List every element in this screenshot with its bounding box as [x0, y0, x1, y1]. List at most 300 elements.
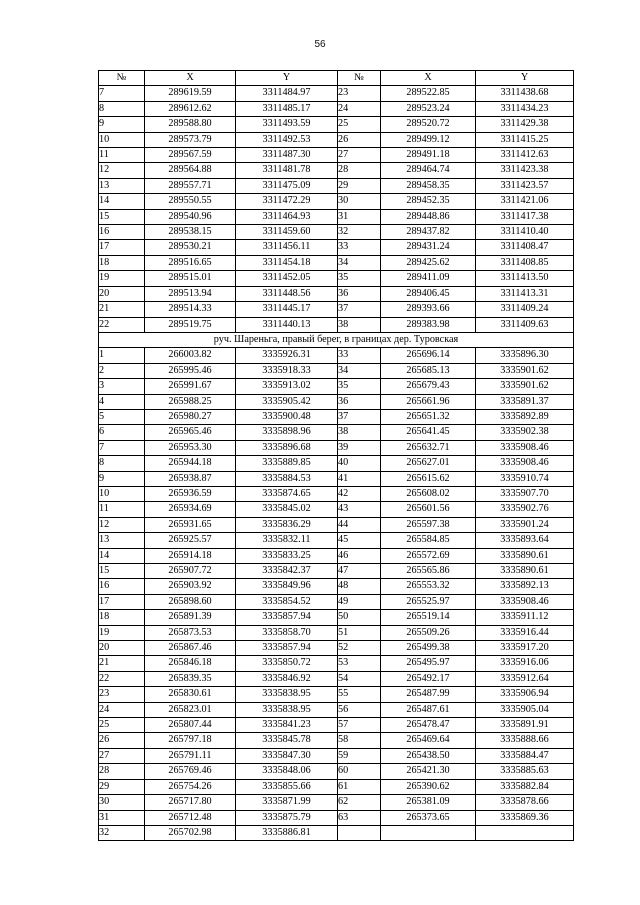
point-number-cell: 21	[99, 302, 145, 317]
y-coordinate-cell: 3335892.89	[476, 409, 574, 424]
point-number-cell: 34	[338, 255, 381, 270]
x-coordinate-cell: 289573.79	[145, 132, 236, 147]
x-coordinate-cell: 265846.18	[145, 656, 236, 671]
x-coordinate-cell: 289519.75	[145, 317, 236, 332]
x-coordinate-cell: 265891.39	[145, 610, 236, 625]
y-coordinate-cell: 3335902.38	[476, 425, 574, 440]
x-coordinate-cell: 289406.45	[381, 286, 476, 301]
x-coordinate-cell: 265679.43	[381, 379, 476, 394]
point-number-cell: 49	[338, 594, 381, 609]
y-coordinate-cell: 3335854.52	[236, 594, 338, 609]
x-coordinate-cell: 265867.46	[145, 641, 236, 656]
x-coordinate-cell: 265830.61	[145, 687, 236, 702]
point-number-cell: 15	[99, 564, 145, 579]
y-coordinate-cell: 3335901.62	[476, 363, 574, 378]
table-row	[99, 764, 574, 779]
x-coordinate-cell: 289612.62	[145, 101, 236, 116]
header-number: №	[338, 71, 381, 86]
y-coordinate-cell: 3335891.91	[476, 718, 574, 733]
y-coordinate-cell: 3335916.06	[476, 656, 574, 671]
table-row	[99, 810, 574, 825]
point-number-cell: 10	[99, 132, 145, 147]
point-number-cell: 55	[338, 687, 381, 702]
point-number-cell: 51	[338, 625, 381, 640]
x-coordinate-cell: 289523.24	[381, 101, 476, 116]
y-coordinate-cell: 3311459.60	[236, 225, 338, 240]
table-row	[99, 209, 574, 224]
x-coordinate-cell: 265931.65	[145, 517, 236, 532]
table-row	[99, 163, 574, 178]
x-coordinate-cell: 265903.92	[145, 579, 236, 594]
point-number-cell: 48	[338, 579, 381, 594]
y-coordinate-cell: 3335901.62	[476, 379, 574, 394]
x-coordinate-cell: 289448.86	[381, 209, 476, 224]
point-number-cell: 38	[338, 317, 381, 332]
y-coordinate-cell: 3335896.30	[476, 348, 574, 363]
x-coordinate-cell: 265565.86	[381, 564, 476, 579]
x-coordinate-cell: 265934.69	[145, 502, 236, 517]
x-coordinate-cell: 265995.46	[145, 363, 236, 378]
x-coordinate-cell: 265487.99	[381, 687, 476, 702]
x-coordinate-cell: 289522.85	[381, 86, 476, 101]
y-coordinate-cell: 3335901.24	[476, 517, 574, 532]
point-number-cell: 18	[99, 610, 145, 625]
x-coordinate-cell: 265873.53	[145, 625, 236, 640]
table-row	[99, 117, 574, 132]
x-coordinate-cell: 289431.24	[381, 240, 476, 255]
point-number-cell: 37	[338, 409, 381, 424]
table-row	[99, 687, 574, 702]
x-coordinate-cell: 265495.97	[381, 656, 476, 671]
point-number-cell: 12	[99, 517, 145, 532]
section-block	[99, 332, 574, 347]
point-number-cell: 47	[338, 564, 381, 579]
point-number-cell: 18	[99, 255, 145, 270]
y-coordinate-cell: 3335858.70	[236, 625, 338, 640]
x-coordinate-cell: 265651.32	[381, 409, 476, 424]
section-caption: руч. Шареньга, правый берег, в границах дер. Туровская	[99, 332, 574, 347]
y-coordinate-cell: 3335847.30	[236, 748, 338, 763]
y-coordinate-cell: 3335878.66	[476, 795, 574, 810]
point-number-cell: 52	[338, 641, 381, 656]
point-number-cell: 27	[338, 148, 381, 163]
point-number-cell: 17	[99, 594, 145, 609]
point-number-cell: 7	[99, 86, 145, 101]
y-coordinate-cell: 3335874.65	[236, 486, 338, 501]
table-row	[99, 255, 574, 270]
y-coordinate-cell: 3335848.06	[236, 764, 338, 779]
x-coordinate-cell: 265696.14	[381, 348, 476, 363]
y-coordinate-cell: 3335891.37	[476, 394, 574, 409]
y-coordinate-cell: 3335838.95	[236, 687, 338, 702]
x-coordinate-cell: 265717.80	[145, 795, 236, 810]
point-number-cell: 12	[99, 163, 145, 178]
x-coordinate-cell: 265965.46	[145, 425, 236, 440]
y-coordinate-cell: 3311434.23	[476, 101, 574, 116]
y-coordinate-cell: 3311464.93	[236, 209, 338, 224]
x-coordinate-cell: 265938.87	[145, 471, 236, 486]
point-number-cell: 30	[338, 194, 381, 209]
y-coordinate-cell: 3335907.70	[476, 486, 574, 501]
x-coordinate-cell: 265478.47	[381, 718, 476, 733]
point-number-cell: 15	[99, 209, 145, 224]
point-number-cell: 13	[99, 178, 145, 193]
x-coordinate-cell: 289452.35	[381, 194, 476, 209]
y-coordinate-cell: 3311408.85	[476, 255, 574, 270]
table-header-row	[99, 71, 574, 86]
x-coordinate-cell: 265712.48	[145, 810, 236, 825]
point-number-cell: 6	[99, 425, 145, 440]
point-number-cell: 5	[99, 409, 145, 424]
y-coordinate-cell: 3311408.47	[476, 240, 574, 255]
x-coordinate-cell: 265627.01	[381, 456, 476, 471]
coordinates-table	[98, 70, 574, 841]
x-coordinate-cell: 289520.72	[381, 117, 476, 132]
y-coordinate-cell: 3335842.37	[236, 564, 338, 579]
y-coordinate-cell: 3335850.72	[236, 656, 338, 671]
table-row	[99, 194, 574, 209]
y-coordinate-cell: 3335908.46	[476, 594, 574, 609]
point-number-cell: 20	[99, 286, 145, 301]
y-coordinate-cell: 3335890.61	[476, 564, 574, 579]
point-number-cell: 44	[338, 517, 381, 532]
point-number-cell: 28	[99, 764, 145, 779]
point-number-cell: 41	[338, 471, 381, 486]
header-number: №	[99, 71, 145, 86]
y-coordinate-cell: 3335836.29	[236, 517, 338, 532]
y-coordinate-cell: 3335890.61	[476, 548, 574, 563]
y-coordinate-cell: 3311454.18	[236, 255, 338, 270]
y-coordinate-cell: 3335912.64	[476, 671, 574, 686]
x-coordinate-cell: 289540.96	[145, 209, 236, 224]
x-coordinate-cell: 289564.88	[145, 163, 236, 178]
header-y: Y	[236, 71, 338, 86]
x-coordinate-cell: 289557.71	[145, 178, 236, 193]
y-coordinate-cell: 3311475.09	[236, 178, 338, 193]
x-coordinate-cell: 289567.59	[145, 148, 236, 163]
y-coordinate-cell: 3335884.47	[476, 748, 574, 763]
table-row	[99, 702, 574, 717]
point-number-cell: 33	[338, 240, 381, 255]
y-coordinate-cell: 3311415.25	[476, 132, 574, 147]
y-coordinate-cell: 3335855.66	[236, 779, 338, 794]
header-x: X	[145, 71, 236, 86]
y-coordinate-cell: 3311423.38	[476, 163, 574, 178]
table-row	[99, 132, 574, 147]
x-coordinate-cell: 265702.98	[145, 825, 236, 840]
point-number-cell: 22	[99, 317, 145, 332]
y-coordinate-cell: 3311409.24	[476, 302, 574, 317]
x-coordinate-cell: 265991.67	[145, 379, 236, 394]
y-coordinate-cell: 3335898.96	[236, 425, 338, 440]
y-coordinate-cell: 3335905.42	[236, 394, 338, 409]
point-number-cell: 54	[338, 671, 381, 686]
x-coordinate-cell: 265797.18	[145, 733, 236, 748]
y-coordinate-cell: 3311409.63	[476, 317, 574, 332]
x-coordinate-cell: 289619.59	[145, 86, 236, 101]
y-coordinate-cell: 3335908.46	[476, 440, 574, 455]
table-row	[99, 579, 574, 594]
x-coordinate-cell: 265421.30	[381, 764, 476, 779]
x-coordinate-cell: 265597.38	[381, 517, 476, 532]
point-number-cell: 11	[99, 148, 145, 163]
table-row	[99, 86, 574, 101]
x-coordinate-cell: 265381.09	[381, 795, 476, 810]
table-row	[99, 302, 574, 317]
table-row	[99, 348, 574, 363]
x-coordinate-cell: 289516.65	[145, 255, 236, 270]
y-coordinate-cell: 3335896.68	[236, 440, 338, 455]
point-number-cell: 26	[99, 733, 145, 748]
y-coordinate-cell: 3311445.17	[236, 302, 338, 317]
table-row	[99, 394, 574, 409]
y-coordinate-cell: 3335911.12	[476, 610, 574, 625]
x-coordinate-cell: 265980.27	[145, 409, 236, 424]
x-coordinate-cell: 265373.65	[381, 810, 476, 825]
x-coordinate-cell: 289538.15	[145, 225, 236, 240]
x-coordinate-cell: 265487.61	[381, 702, 476, 717]
first-block	[99, 86, 574, 333]
table-row	[99, 779, 574, 794]
y-coordinate-cell: 3311485.17	[236, 101, 338, 116]
table-row	[99, 101, 574, 116]
point-number-cell: 46	[338, 548, 381, 563]
y-coordinate-cell: 3335892.13	[476, 579, 574, 594]
y-coordinate-cell: 3311421.06	[476, 194, 574, 209]
point-number-cell: 61	[338, 779, 381, 794]
point-number-cell: 9	[99, 471, 145, 486]
point-number-cell: 45	[338, 533, 381, 548]
x-coordinate-cell: 265601.56	[381, 502, 476, 517]
header-y: Y	[476, 71, 574, 86]
x-coordinate-cell: 265553.32	[381, 579, 476, 594]
point-number-cell: 31	[99, 810, 145, 825]
x-coordinate-cell: 265685.13	[381, 363, 476, 378]
table-row	[99, 594, 574, 609]
x-coordinate-cell: 289530.21	[145, 240, 236, 255]
y-coordinate-cell: 3311492.53	[236, 132, 338, 147]
y-coordinate-cell: 3335875.79	[236, 810, 338, 825]
y-coordinate-cell: 3311438.68	[476, 86, 574, 101]
y-coordinate-cell: 3335838.95	[236, 702, 338, 717]
page-number: 56	[314, 39, 326, 50]
point-number-cell: 24	[99, 702, 145, 717]
point-number-cell: 58	[338, 733, 381, 748]
y-coordinate-cell: 3335910.74	[476, 471, 574, 486]
table-row	[99, 240, 574, 255]
table-row	[99, 718, 574, 733]
point-number-cell: 35	[338, 271, 381, 286]
y-coordinate-cell: 3311456.11	[236, 240, 338, 255]
point-number-cell: 25	[338, 117, 381, 132]
point-number-cell: 23	[99, 687, 145, 702]
table-row	[99, 671, 574, 686]
x-coordinate-cell: 265839.35	[145, 671, 236, 686]
point-number-cell: 29	[99, 779, 145, 794]
x-coordinate-cell: 265925.57	[145, 533, 236, 548]
point-number-cell: 13	[99, 533, 145, 548]
table-row	[99, 178, 574, 193]
table-row	[99, 533, 574, 548]
point-number-cell: 25	[99, 718, 145, 733]
x-coordinate-cell: 289437.82	[381, 225, 476, 240]
table-row	[99, 825, 574, 840]
x-coordinate-cell: 265823.01	[145, 702, 236, 717]
table-row	[99, 548, 574, 563]
x-coordinate-cell: 265469.64	[381, 733, 476, 748]
y-coordinate-cell: 3335888.66	[476, 733, 574, 748]
y-coordinate-cell: 3335906.94	[476, 687, 574, 702]
x-coordinate-cell: 289514.33	[145, 302, 236, 317]
x-coordinate-cell: 289550.55	[145, 194, 236, 209]
y-coordinate-cell: 3335857.94	[236, 641, 338, 656]
point-number-cell: 36	[338, 394, 381, 409]
point-number-cell: 53	[338, 656, 381, 671]
point-number-cell: 14	[99, 194, 145, 209]
y-coordinate-cell: 3311410.40	[476, 225, 574, 240]
table-row	[99, 656, 574, 671]
y-coordinate-cell: 3335869.36	[476, 810, 574, 825]
x-coordinate-cell: 265754.26	[145, 779, 236, 794]
x-coordinate-cell: 265661.96	[381, 394, 476, 409]
x-coordinate-cell: 265936.59	[145, 486, 236, 501]
x-coordinate-cell: 265492.17	[381, 671, 476, 686]
y-coordinate-cell: 3335832.11	[236, 533, 338, 548]
point-number-cell: 27	[99, 748, 145, 763]
x-coordinate-cell: 265584.85	[381, 533, 476, 548]
y-coordinate-cell: 3335845.78	[236, 733, 338, 748]
y-coordinate-cell: 3311413.50	[476, 271, 574, 286]
table-row	[99, 317, 574, 332]
point-number-cell: 19	[99, 625, 145, 640]
y-coordinate-cell: 3335885.63	[476, 764, 574, 779]
table-row	[99, 456, 574, 471]
x-coordinate-cell: 265438.50	[381, 748, 476, 763]
x-coordinate-cell: 265572.69	[381, 548, 476, 563]
x-coordinate-cell: 265988.25	[145, 394, 236, 409]
y-coordinate-cell: 3311472.29	[236, 194, 338, 209]
table-row	[99, 225, 574, 240]
x-coordinate-cell: 265907.72	[145, 564, 236, 579]
y-coordinate-cell: 3335902.76	[476, 502, 574, 517]
point-number-cell: 33	[338, 348, 381, 363]
point-number-cell: 31	[338, 209, 381, 224]
y-coordinate-cell: 3311487.30	[236, 148, 338, 163]
point-number-cell: 16	[99, 225, 145, 240]
table-row	[99, 286, 574, 301]
point-number-cell: 11	[99, 502, 145, 517]
x-coordinate-cell: 289383.98	[381, 317, 476, 332]
x-coordinate-cell: 265509.26	[381, 625, 476, 640]
point-number-cell: 59	[338, 748, 381, 763]
point-number-cell: 17	[99, 240, 145, 255]
point-number-cell	[338, 825, 381, 840]
y-coordinate-cell: 3311413.31	[476, 286, 574, 301]
point-number-cell: 63	[338, 810, 381, 825]
point-number-cell: 20	[99, 641, 145, 656]
x-coordinate-cell: 289464.74	[381, 163, 476, 178]
y-coordinate-cell: 3311429.38	[476, 117, 574, 132]
point-number-cell: 9	[99, 117, 145, 132]
table-row	[99, 271, 574, 286]
y-coordinate-cell: 3335871.99	[236, 795, 338, 810]
point-number-cell: 34	[338, 363, 381, 378]
x-coordinate-cell: 265914.18	[145, 548, 236, 563]
table-row	[99, 733, 574, 748]
point-number-cell: 22	[99, 671, 145, 686]
y-coordinate-cell: 3311452.05	[236, 271, 338, 286]
y-coordinate-cell: 3335886.81	[236, 825, 338, 840]
x-coordinate-cell: 265807.44	[145, 718, 236, 733]
point-number-cell: 8	[99, 456, 145, 471]
point-number-cell: 24	[338, 101, 381, 116]
y-coordinate-cell: 3311448.56	[236, 286, 338, 301]
y-coordinate-cell: 3335916.44	[476, 625, 574, 640]
x-coordinate-cell	[381, 825, 476, 840]
point-number-cell: 32	[338, 225, 381, 240]
y-coordinate-cell: 3311481.78	[236, 163, 338, 178]
y-coordinate-cell: 3335900.48	[236, 409, 338, 424]
table-row	[99, 610, 574, 625]
y-coordinate-cell: 3335893.64	[476, 533, 574, 548]
point-number-cell: 23	[338, 86, 381, 101]
x-coordinate-cell: 265953.30	[145, 440, 236, 455]
point-number-cell: 43	[338, 502, 381, 517]
x-coordinate-cell: 265641.45	[381, 425, 476, 440]
y-coordinate-cell: 3335841.23	[236, 718, 338, 733]
y-coordinate-cell: 3335857.94	[236, 610, 338, 625]
point-number-cell: 26	[338, 132, 381, 147]
table-row	[99, 440, 574, 455]
header-x: X	[381, 71, 476, 86]
x-coordinate-cell: 265898.60	[145, 594, 236, 609]
x-coordinate-cell: 289458.35	[381, 178, 476, 193]
x-coordinate-cell: 289491.18	[381, 148, 476, 163]
y-coordinate-cell: 3311440.13	[236, 317, 338, 332]
y-coordinate-cell: 3335882.84	[476, 779, 574, 794]
table-row	[99, 748, 574, 763]
point-number-cell: 38	[338, 425, 381, 440]
table-row	[99, 564, 574, 579]
point-number-cell: 7	[99, 440, 145, 455]
x-coordinate-cell: 265499.38	[381, 641, 476, 656]
y-coordinate-cell: 3311484.97	[236, 86, 338, 101]
point-number-cell: 1	[99, 348, 145, 363]
point-number-cell: 50	[338, 610, 381, 625]
x-coordinate-cell: 265632.71	[381, 440, 476, 455]
y-coordinate-cell: 3311423.57	[476, 178, 574, 193]
point-number-cell: 40	[338, 456, 381, 471]
x-coordinate-cell: 289411.09	[381, 271, 476, 286]
second-block	[99, 348, 574, 841]
y-coordinate-cell: 3335833.25	[236, 548, 338, 563]
point-number-cell: 19	[99, 271, 145, 286]
table-row	[99, 409, 574, 424]
y-coordinate-cell: 3335884.53	[236, 471, 338, 486]
point-number-cell: 2	[99, 363, 145, 378]
point-number-cell: 35	[338, 379, 381, 394]
point-number-cell: 29	[338, 178, 381, 193]
point-number-cell: 56	[338, 702, 381, 717]
x-coordinate-cell: 265608.02	[381, 486, 476, 501]
y-coordinate-cell: 3335926.31	[236, 348, 338, 363]
x-coordinate-cell: 265791.11	[145, 748, 236, 763]
point-number-cell: 32	[99, 825, 145, 840]
y-coordinate-cell: 3335913.02	[236, 379, 338, 394]
point-number-cell: 16	[99, 579, 145, 594]
table-row	[99, 486, 574, 501]
y-coordinate-cell: 3335905.04	[476, 702, 574, 717]
